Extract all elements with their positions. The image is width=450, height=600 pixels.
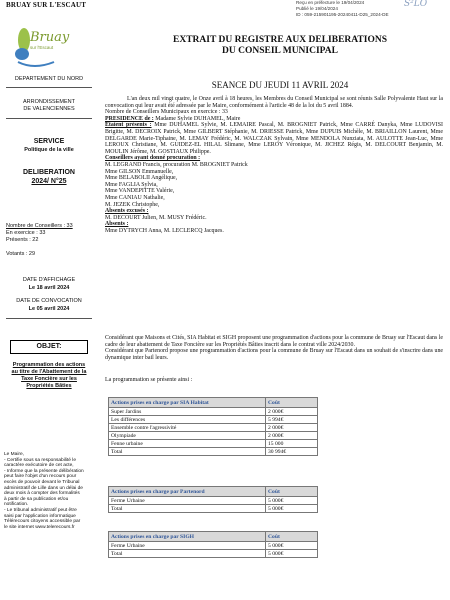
programmation-intro: La programmation se présente ainsi : bbox=[105, 377, 193, 383]
table-header-cell: Actions prises en charge par SIA Habitat bbox=[109, 398, 266, 408]
table-cell: 5 000€ bbox=[266, 550, 318, 558]
arrondissement-line: ARRONDISSEMENT bbox=[23, 99, 75, 105]
certification-line: excès de pouvoir devant le Tribunal bbox=[4, 479, 80, 485]
table-header-row bbox=[109, 532, 318, 542]
table-cell: 5 994€ bbox=[266, 416, 318, 424]
prefecture-stamp bbox=[296, 0, 448, 38]
table-cell: Ferme Urbaine bbox=[109, 542, 266, 550]
stamp-line: Reçu en préfecture le 19/04/2024 bbox=[296, 0, 365, 5]
display-date-label: DATE D'AFFICHAGE bbox=[22, 277, 76, 283]
considerant-paragraph: Considérant que Partenord propose une programmation d'actions pour la commune de Bruay sur l'Escaut dans un souhait de s'inscrire dans une dynamique inter bail leurs. bbox=[105, 348, 443, 361]
considerant-block bbox=[105, 335, 443, 361]
count-line: Présents : 22 bbox=[6, 237, 39, 243]
deliberation-body bbox=[105, 96, 443, 234]
table-row bbox=[109, 440, 318, 448]
table-cell: Total bbox=[109, 505, 266, 513]
mayor-certification bbox=[4, 452, 96, 530]
subject-line: Propriétés Bâties bbox=[26, 383, 72, 389]
certification-line: Le Maire, bbox=[4, 452, 24, 457]
subject-box: OBJET: bbox=[10, 340, 88, 354]
certification-line: - Le tribunal administratif peut être bbox=[4, 507, 77, 513]
table-cell: Total bbox=[109, 550, 266, 558]
divider bbox=[6, 87, 92, 88]
count-line: En exercice : 33 bbox=[6, 230, 46, 236]
stamp-line: ID : 059-215901195-20240411-D25_2024-DE bbox=[296, 12, 389, 17]
table-cell: Super Jardins bbox=[109, 408, 266, 416]
deliberation-number: 2024/ N°25 bbox=[31, 178, 67, 185]
certification-line: administratif de Lille dans un délai de bbox=[4, 485, 83, 491]
table-header-row bbox=[109, 487, 318, 497]
subject-line: Taxe Foncière sur les bbox=[21, 376, 77, 382]
table-cell: 30 994€ bbox=[266, 448, 318, 456]
council-title: DU CONSEIL MUNICIPAL bbox=[222, 46, 338, 56]
register-title: EXTRAIT DU REGISTRE AUX DELIBERATIONS bbox=[173, 35, 387, 45]
table-row bbox=[109, 416, 318, 424]
convocation-date-label: DATE DE CONVOCATION bbox=[16, 298, 82, 304]
members-count: Nombre de Conseillers Municipaux en exercice : 33 bbox=[105, 109, 228, 116]
table-cell: Total bbox=[109, 448, 266, 456]
presidence-value: Madame Sylvie DUHAMEL, Maire bbox=[153, 115, 241, 122]
absent-list: Mme DYTRYCH Anna, M. LECLERCQ Jacques. bbox=[105, 227, 224, 234]
divider bbox=[6, 318, 92, 319]
intro-paragraph: L'an deux mil vingt quatre, le Onze avril à 18 heures, les Membres du Conseil Municipal se sont réunis Salle Polyvalente Haut sur la convocation qui leur avait été adressée par le Maire, conformément à l'article 48 de la loi du 5 avril 1884. bbox=[105, 96, 443, 109]
arrondissement-line: DE VALENCIENNES bbox=[23, 106, 75, 112]
certification-line: caractère exécutoire de cet acte, bbox=[4, 463, 74, 469]
certification-line: Télérecours citoyens accessible par bbox=[4, 519, 81, 525]
table-row bbox=[109, 432, 318, 440]
subject-line: Programmation des actions bbox=[12, 362, 86, 368]
convocation-date-value: Le 05 avril 2024 bbox=[28, 306, 70, 312]
excused-list: M. DECOURT Julien, M. MUSY Frédéric. bbox=[105, 214, 207, 221]
considerant-paragraph: Considérant que Maisons et Cités, SIA Habitat et SIGH proposent une programmation d'actions pour la commune de Bruay sur l'Escaut dans le cadre de leur abattement de Taxe Foncière sur les Propriétés Bâties inscrit dans le contrat ville 2024/2030. bbox=[105, 335, 443, 348]
subject-line: au titre de l'Abattement de la bbox=[11, 369, 87, 375]
proxy-line: M. JEZEK Christophe, bbox=[105, 201, 160, 208]
absent-label: Absents : bbox=[105, 221, 129, 228]
stamp-line: Publié le 19/04/2024 bbox=[296, 6, 338, 11]
certification-line: à partir de sa publication et/ou bbox=[4, 496, 69, 502]
table-row bbox=[109, 542, 318, 550]
proxy-line: Mme BELABOLII Angélique, bbox=[105, 175, 178, 182]
logo-text: Bruay bbox=[30, 30, 70, 45]
sia-habitat-table bbox=[108, 397, 318, 456]
table-total-row bbox=[109, 550, 318, 558]
table-cell: Ensemble contre l'agressivité bbox=[109, 424, 266, 432]
table-header-cell: Actions prises en charge par Partenord bbox=[109, 487, 266, 497]
proxy-line: Mme VANDEPITTE Valérie, bbox=[105, 188, 175, 195]
table-total-row bbox=[109, 448, 318, 456]
town-header: BRUAY SUR L'ESCAUT bbox=[6, 1, 87, 9]
table-row bbox=[109, 408, 318, 416]
certification-line: peut faire l'objet d'un recours pour bbox=[4, 474, 77, 480]
table-cell: 5 000€ bbox=[266, 542, 318, 550]
table-header-row bbox=[109, 398, 318, 408]
proxy-line: Mme GILSON Emmanuelle, bbox=[105, 168, 174, 175]
divider bbox=[6, 118, 92, 119]
table-row bbox=[109, 497, 318, 505]
table-cell: Olympiade bbox=[109, 432, 266, 440]
stamp-signature: S²LO bbox=[404, 0, 428, 9]
present-label: Etaient présents : bbox=[105, 122, 152, 129]
department-label: DEPARTEMENT DU NORD bbox=[14, 76, 84, 82]
count-line: Nombre de Conseillers : 33 bbox=[6, 223, 73, 229]
certification-line: saisi par l'application informatique bbox=[4, 513, 76, 519]
present-list: Mme DUHAMEL Sylvie, M. LEMAIRE Pascal, M. BROGNIET Patrick, Mme CARRÉ Danyka, Mme LUDOVISI Brigitte, M. DECROIX Patrick, Mme GILBERT Stéphanie, M. DRIESSE Patrick, Mme DUPUIS Michèle, M. BRIAILLON Laurent, Mme DELGARDE Marie-Tiphaine, M. LEMAY Frédéric, M. WALCZAK Sylvain, Mme MENDOLA Nunziata, M. AULOTTE Jean-Luc, Mme LEROUX Christiane, M. GUIDEZ-EL HILAL Slimane, Mme LEROY Véronique, M. JICHEZ Régis, M. DELCOURT Benjamin, M. MOULIN Jérôme, M. GOSTIAUX Philippe. bbox=[105, 122, 443, 155]
table-header-cell: Actions prises en charge par SIGH bbox=[109, 532, 266, 542]
certification-line: - Informe que la présente délibération bbox=[4, 468, 84, 474]
partenord-table bbox=[108, 486, 318, 513]
table-cell: 5 000€ bbox=[266, 505, 318, 513]
excused-label: Absents excusés : bbox=[105, 208, 149, 215]
table-header-cell: Coût bbox=[266, 532, 318, 542]
service-value: Politique de la ville bbox=[24, 147, 74, 153]
proxy-line: M. LEGRAND Francis, procuration M. BROGNIET Patrick bbox=[105, 161, 248, 168]
certification-line: le site internet www.telerecours.fr bbox=[4, 524, 75, 530]
proxy-line: Mme CANIAU Nathalie, bbox=[105, 194, 165, 201]
table-cell: Fenne urbaine bbox=[109, 440, 266, 448]
table-total-row bbox=[109, 505, 318, 513]
table-cell: 2 000€ bbox=[266, 424, 318, 432]
table-cell: Ferme Urbaine bbox=[109, 497, 266, 505]
sigh-table bbox=[108, 531, 318, 558]
table-header-cell: Coût bbox=[266, 487, 318, 497]
service-label: SERVICE bbox=[33, 138, 65, 145]
table-cell: 2 000€ bbox=[266, 432, 318, 440]
certification-line: notification. bbox=[4, 502, 29, 508]
table-header-cell: Coût bbox=[266, 398, 318, 408]
certification-line: - Certifie sous sa responsabilité le bbox=[4, 457, 76, 463]
proxy-label: Conseillers ayant donné procuration : bbox=[105, 155, 201, 162]
count-line: Votants : 29 bbox=[6, 251, 36, 257]
table-cell: 15 000 bbox=[266, 440, 318, 448]
session-date: SEANCE DU JEUDI 11 AVRIL 2024 bbox=[211, 80, 349, 90]
certification-line: deux mois à compter des formalités bbox=[4, 491, 80, 497]
table-row bbox=[109, 424, 318, 432]
display-date-value: Le 18 avril 2024 bbox=[28, 285, 70, 291]
table-cell: 5 000€ bbox=[266, 497, 318, 505]
proxy-line: Mme FAGLIA Sylvia, bbox=[105, 181, 158, 188]
table-cell: Les différences bbox=[109, 416, 266, 424]
presidence-label: PRESIDENCE de : bbox=[105, 115, 154, 122]
logo-subtext: sur l'Escaut bbox=[30, 45, 54, 50]
town-logo bbox=[14, 20, 70, 72]
table-cell: 2 000€ bbox=[266, 408, 318, 416]
present-members bbox=[105, 122, 443, 155]
deliberation-label: DELIBERATION bbox=[23, 169, 75, 176]
